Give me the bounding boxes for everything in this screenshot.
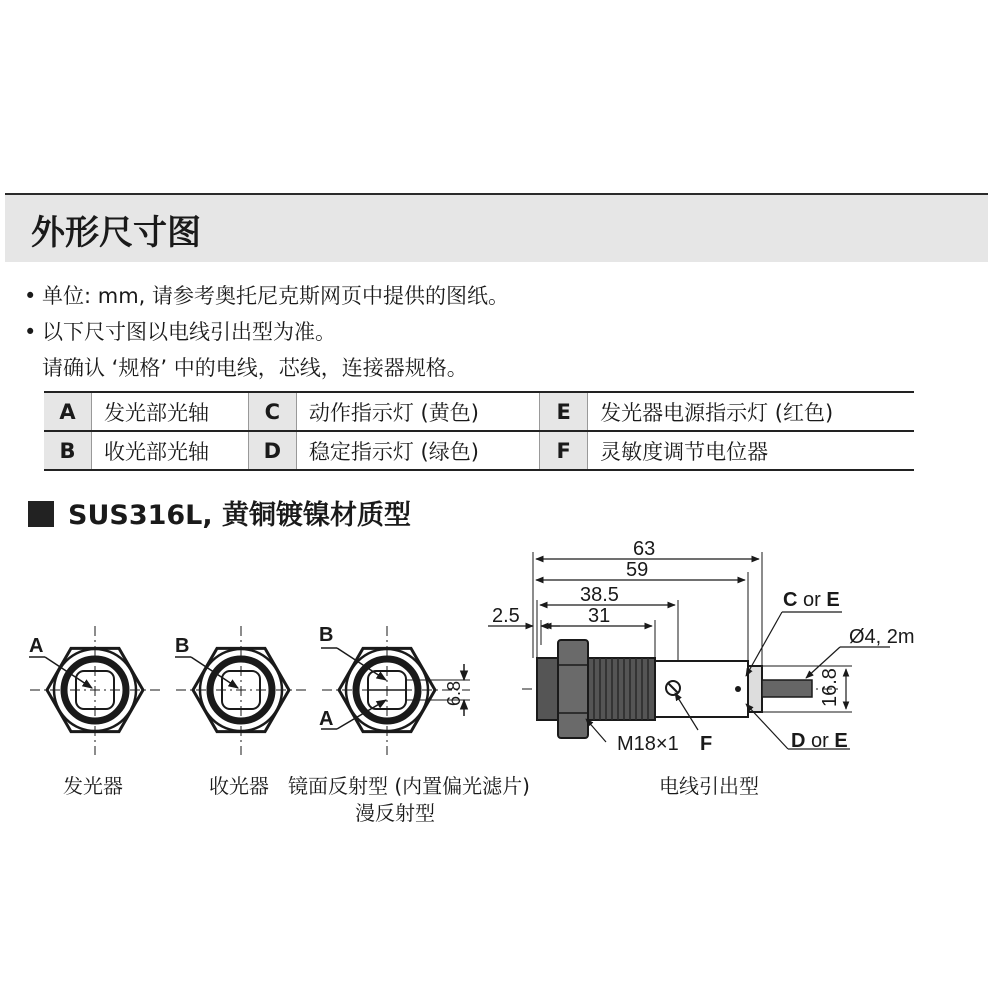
emitter-caption: 发光器 (63, 774, 123, 798)
thread-spec-label: M18×1 (617, 733, 679, 755)
legend-key: E (540, 392, 588, 431)
note-confirm: 请确认 ‘规格’ 中的电线，芯线，连接器规格。 (42, 356, 468, 380)
cable (762, 680, 812, 697)
legend-value: 发光器电源指示灯 (红色) (588, 392, 914, 431)
side-view-caption: 电线引出型 (659, 774, 759, 798)
receiver-caption: 收光器 (209, 774, 269, 798)
emitter-axis-label: A (29, 635, 44, 657)
dim-thread-start-label: 38.5 (580, 584, 619, 606)
callout-c-or-e: C or E (783, 589, 840, 611)
callout-f: F (700, 733, 713, 755)
leader-d-or-e (746, 704, 788, 749)
hex-nut (558, 640, 588, 738)
subheading-text: SUS316L, 黄铜镀镍材质型 (68, 500, 412, 531)
end-cap (748, 666, 762, 712)
legend-value: 稳定指示灯 (绿色) (296, 431, 539, 470)
cable-spec-label: Ø4, 2m (849, 626, 915, 648)
threaded-body (537, 658, 655, 720)
legend-key: D (248, 431, 296, 470)
side-view-labels (492, 538, 915, 755)
reflective-label-b: B (319, 624, 334, 646)
offset-dim-label: 6.8 (444, 680, 464, 706)
receiver-front-view (175, 626, 306, 755)
dim-thread-label: 31 (588, 605, 611, 627)
legend-key: C (248, 392, 296, 431)
reflective-label-a: A (319, 708, 334, 730)
legend-value: 灵敏度调节电位器 (588, 431, 914, 470)
side-view (488, 552, 890, 749)
receiver-axis-label: B (175, 635, 190, 657)
legend-key: A (44, 392, 92, 431)
reflective-caption: 镜面反射型 (内置偏光滤片) (288, 774, 530, 798)
dim-nut-label: 2.5 (492, 605, 520, 627)
diffuse-caption: 漫反射型 (355, 801, 435, 825)
note-units-text: 单位: mm, 请参考奥托尼克斯网页中提供的图纸。 (42, 284, 510, 308)
legend-key: B (44, 431, 92, 470)
callout-d-or-e: D or E (791, 730, 848, 752)
legend-value: 收光部光轴 (92, 431, 249, 470)
note-basis-text: 以下尺寸图以电线引出型为准。 (42, 320, 336, 344)
legend-value: 动作指示灯 (黄色) (296, 392, 539, 431)
indicator-led (735, 686, 741, 692)
section-title: 外形尺寸图 (31, 213, 201, 253)
legend-value: 发光部光轴 (92, 392, 249, 431)
note-units: • 单位: mm, 请参考奥托尼克斯网页中提供的图纸。 (24, 284, 510, 308)
legend-key: F (540, 431, 588, 470)
dim-height-label: 16.8 (819, 668, 841, 707)
emitter-front-view (29, 626, 160, 755)
dim-total-label: 63 (633, 538, 656, 560)
note-basis: • 以下尺寸图以电线引出型为准。 (24, 320, 336, 344)
dim-body-label: 59 (626, 559, 649, 581)
